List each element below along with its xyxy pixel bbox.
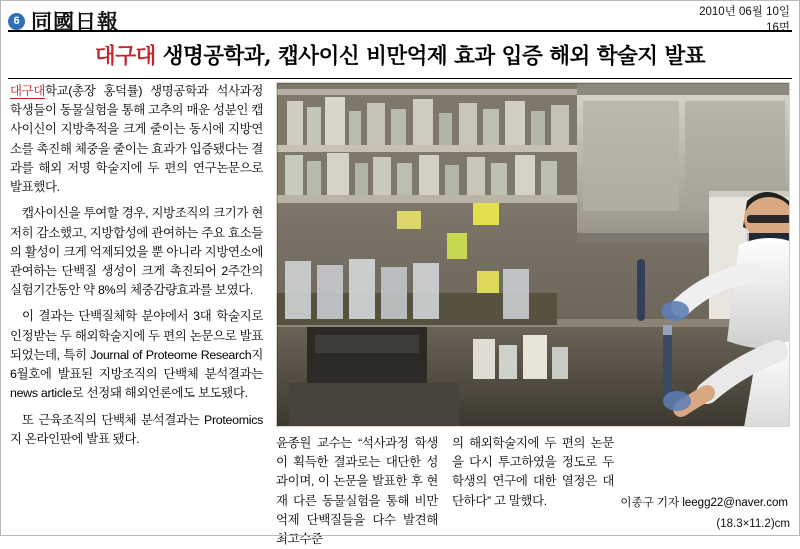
laboratory-photo: [276, 82, 790, 427]
paragraph-1: [10, 82, 263, 197]
paragraph-1-text: 학교(총장 홍덕률) 생명공학과 석사과정 학생들이 동물실험을 통해 고추의 매운 성분인 캡사이신이 지방축적을 크게 줄이는 동시에 지방연소를 촉진해 체중을 줄이는 효과가 입증됐다는 결과를 해외 저명 학술지에 두 편의 연구논문으로 발표했다.: [10, 84, 263, 195]
paragraph-3: 이 결과는 단백질체학 분야에서 3대 학술지로 인정받는 두 해외학술지에 두 편의 논문으로 발표되었는데, 특히 Journal of Proteome Research지 6월호에 발표된 지방조직의 단백체 분석결과는 news article로 선정돼 해외언론에도 보도됐다.: [10, 309, 263, 401]
headline-lead: 대구대: [94, 44, 156, 69]
clipping-dimension: (18.3×11.2)cm: [716, 518, 790, 530]
byline: 이종구 기자 leegg22@naver.com: [620, 497, 788, 509]
newspaper-title: 同國日報: [31, 9, 119, 34]
issue-date-line2: 16면: [766, 21, 790, 34]
article-left-column: [10, 82, 263, 456]
bottom-column-3: [628, 434, 790, 549]
logo-glyph: 6: [13, 14, 20, 27]
issue-date-line1: 2010년 06월 10일: [699, 6, 790, 18]
page-title: [8, 39, 792, 70]
photo-illustration: [277, 83, 790, 427]
highlighted-keyword: 대구대: [10, 84, 46, 98]
headline-rest: 생명공학과, 캡사이신 비만억제 효과 입증 해외 학술지 발표: [155, 44, 706, 69]
paragraph-2: 캡사이신을 투여할 경우, 지방조직의 크기가 현저히 감소했고, 지방합성에 관여하는 주요 효소들의 활성이 크게 억제되었을 뿐 아니라 지방연소에 관여하는 단백질 생성이 크게 촉진되어 2주간의 실험기간동안 약 8%의 체중감량효과를 보였다.: [10, 206, 263, 298]
bottom-column-2: [452, 434, 614, 549]
bottom-paragraph-2: 의 해외학술지에 두 편의 논문을 다시 투고하였을 정도로 두 학생의 연구에 대한 열정은 대단하다” 고 말했다.: [452, 436, 614, 508]
headline-container: [8, 30, 792, 79]
paragraph-4: 또 근육조직의 단백체 분석결과는 Proteomics지 온라인판에 발표 됐다.: [10, 412, 263, 446]
circle-logo-icon: [8, 13, 25, 30]
bottom-paragraph-1: 윤종원 교수는 “석사과정 학생이 획득한 결과로는 대단한 성과이며, 이 논문을 발표한 후 현재 다른 동물실험을 통해 비만억제 단백질들을 다수 발견해 최고수준: [276, 436, 438, 547]
bottom-column-1: [276, 434, 438, 549]
article-bottom-columns: [276, 434, 790, 549]
